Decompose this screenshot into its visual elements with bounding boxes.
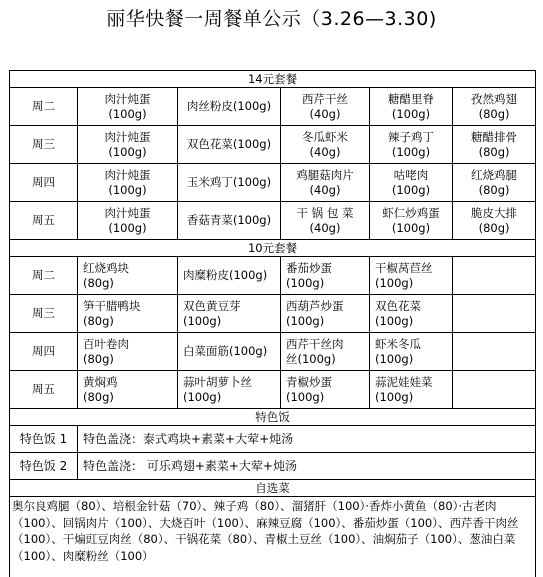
day-label: 周二 [10,257,78,295]
dish-name: 糖醋里脊 [388,91,434,106]
dish-weight: (100g) [391,220,431,235]
dish-cell [78,202,178,240]
day-label: 周三 [10,295,78,333]
dish-cell [281,126,370,164]
empty-cell [453,371,536,409]
set10-day-row [10,371,536,409]
set14-row [10,71,536,88]
dish-weight: (80g) [478,220,510,235]
dish-weight: (40g) [309,182,341,197]
dish-name: 百叶卷肉 [83,336,129,351]
dish-name: 虾米冬瓜 [375,336,421,351]
dish-weight: 丝(100g) [286,351,336,366]
dish-cell [78,126,178,164]
dish-weight: (100g) [375,351,414,366]
set14-day-row [10,164,536,202]
dish-name: 冬瓜虾米 [302,129,348,144]
dish-name: 肉汁炖蛋 [104,167,151,182]
dish-weight: (100g) [286,313,325,328]
dish-cell [178,257,281,295]
dish-cell [370,333,453,371]
set14-day-row [10,88,536,126]
dish-name: 肉汁炖蛋 [104,91,151,106]
day-label: 周四 [10,333,78,371]
dish-cell [281,333,370,371]
dish-weight: (80g) [478,106,510,121]
empty-cell [453,333,536,371]
dish-cell [78,88,178,126]
dish-cell [178,202,281,240]
dish-name: 红烧鸡块 [83,260,129,275]
dish-name: 糖醋排骨 [471,129,518,144]
set10-day-row [10,295,536,333]
dish-weight: (100g) [286,389,325,404]
dish-name: 西葫芦炒蛋 [286,298,344,313]
dish-name: 黄焖鸡 [83,374,118,389]
dish-cell [281,88,370,126]
dish-cell [178,164,281,202]
dish-name: 青椒炒蛋 [286,374,332,389]
dish-name: 番茄炒蛋 [286,260,332,275]
dish-weight: (100g) [391,106,431,121]
dish-cell [178,126,281,164]
dish-weight: (40g) [309,220,341,235]
dish-cell [370,371,453,409]
set10-day-row [10,257,536,295]
dish-weight: (100g) [183,313,222,328]
dish-cell [78,333,178,371]
dish-cell [78,257,178,295]
dish-weight: (80g) [478,144,510,159]
dish-cell [281,257,370,295]
dish-name: 咕咾肉 [393,167,429,182]
dish-cell [178,371,281,409]
day-label: 周四 [10,164,78,202]
dish-cell [453,126,536,164]
dish-name: 红烧鸡腿 [471,167,518,182]
dish-cell [453,88,536,126]
dish-weight: (100g) [375,275,414,290]
dish-weight: (100g) [108,182,147,197]
dish-cell [370,126,453,164]
dish-name: 脆皮大排 [471,205,518,220]
dish-weight: (40g) [309,144,341,159]
dish-name: 肉汁炖蛋 [104,205,151,220]
day-label: 周二 [10,88,78,126]
dish-cell [453,202,536,240]
dish-cell [453,164,536,202]
dish-weight: (80g) [83,313,114,328]
dish-cell [281,202,370,240]
dish-cell [78,295,178,333]
dish-name: 肉丝粉皮(100g) [186,99,272,113]
special-label: 特色饭 1 [10,426,78,453]
dish-name: 肉汁炖蛋 [104,129,151,144]
special-row [10,409,536,426]
empty-cell [453,295,536,333]
dish-cell [178,333,281,371]
dish-weight: (80g) [83,275,114,290]
dish-name: 双色花菜 [375,298,421,313]
dish-cell [370,164,453,202]
dish-cell [178,295,281,333]
dish-name: 鸡腿菇肉片 [296,167,354,182]
dish-name: 干椒莴苣丝 [375,260,433,275]
special-description: 特色盖浇： 可乐鸡翅+素菜+大荤+炖汤 [78,453,536,480]
dish-cell [78,371,178,409]
dish-cell [281,164,370,202]
weekly-menu-table [9,70,536,577]
special-header: 特色饭 [10,409,536,426]
dish-weight: (100g) [391,144,431,159]
dish-name: 白菜面筋(100g) [183,344,268,358]
dish-weight: (100g) [391,182,431,197]
special-row [10,426,536,453]
dish-cell [370,202,453,240]
dish-name: 香菇青菜(100g) [186,213,272,227]
dish-name: 玉米鸡丁(100g) [186,175,272,189]
dish-weight: (80g) [83,351,114,366]
dish-cell [78,164,178,202]
dish-weight: (100g) [183,389,222,404]
page-title: 丽华快餐一周餐单公示（3.26—3.30) [106,8,437,30]
set10-row [10,240,536,257]
dish-weight: (40g) [309,106,341,121]
day-label: 周五 [10,202,78,240]
dish-weight: (100g) [108,144,147,159]
dish-cell [178,88,281,126]
set14-header: 14元套餐 [10,71,536,88]
dish-name: 干 锅 包 菜 [296,205,354,220]
set10-header: 10元套餐 [10,240,536,257]
special-description: 特色盖浇：泰式鸡块+素菜+大荤+炖汤 [78,426,536,453]
set10-day-row [10,333,536,371]
dish-weight: (100g) [375,389,414,404]
dish-name: 双色花菜(100g) [186,137,272,151]
dish-cell [370,88,453,126]
optional-list-row [10,497,536,577]
set14-day-row [10,126,536,164]
dish-name: 虾仁炒鸡蛋 [382,205,440,220]
dish-name: 双色黄豆芽 [183,298,241,313]
special-label: 特色饭 2 [10,453,78,480]
day-label: 周三 [10,126,78,164]
dish-name: 西芹干丝 [302,91,348,106]
dish-weight: (100g) [286,275,325,290]
set14-day-row [10,202,536,240]
dish-name: 笋干腊鸭块 [83,298,141,313]
dish-weight: (100g) [108,220,147,235]
optional-row [10,480,536,497]
dish-name: 孜然鸡翅 [471,91,518,106]
dish-cell [281,371,370,409]
dish-cell [281,295,370,333]
day-label: 周五 [10,371,78,409]
dish-cell [370,295,453,333]
dish-name: 蒜叶胡萝卜丝 [183,374,252,389]
dish-weight: (100g) [108,106,147,121]
special-row [10,453,536,480]
optional-header: 自选菜 [10,480,536,497]
dish-weight: (100g) [375,313,414,328]
optional-dish-list: 奥尔良鸡腿（80）、培根金针菇（70）、辣子鸡（80）、溜猪肝（100）·香炸小黄鱼（80）·古老肉（100）、回锅肉片（100）、大烧百叶（100）、麻辣豆腐（100）、番茄炒蛋（100）、西芹香干肉丝（100）、干煸豇豆肉丝（80）、干锅花菜（80）、青椒土豆丝（100）、油焖茄子（100）、葱油白菜（100）、肉糜粉丝（100） [10,497,536,577]
dish-weight: (80g) [83,389,114,404]
dish-name: 肉糜粉皮(100g) [183,268,268,282]
dish-name: 西芹干丝肉 [286,336,344,351]
dish-name: 蒜泥娃娃菜 [375,374,433,389]
dish-name: 辣子鸡丁 [388,129,434,144]
empty-cell [453,257,536,295]
dish-cell [370,257,453,295]
dish-weight: (80g) [478,182,510,197]
